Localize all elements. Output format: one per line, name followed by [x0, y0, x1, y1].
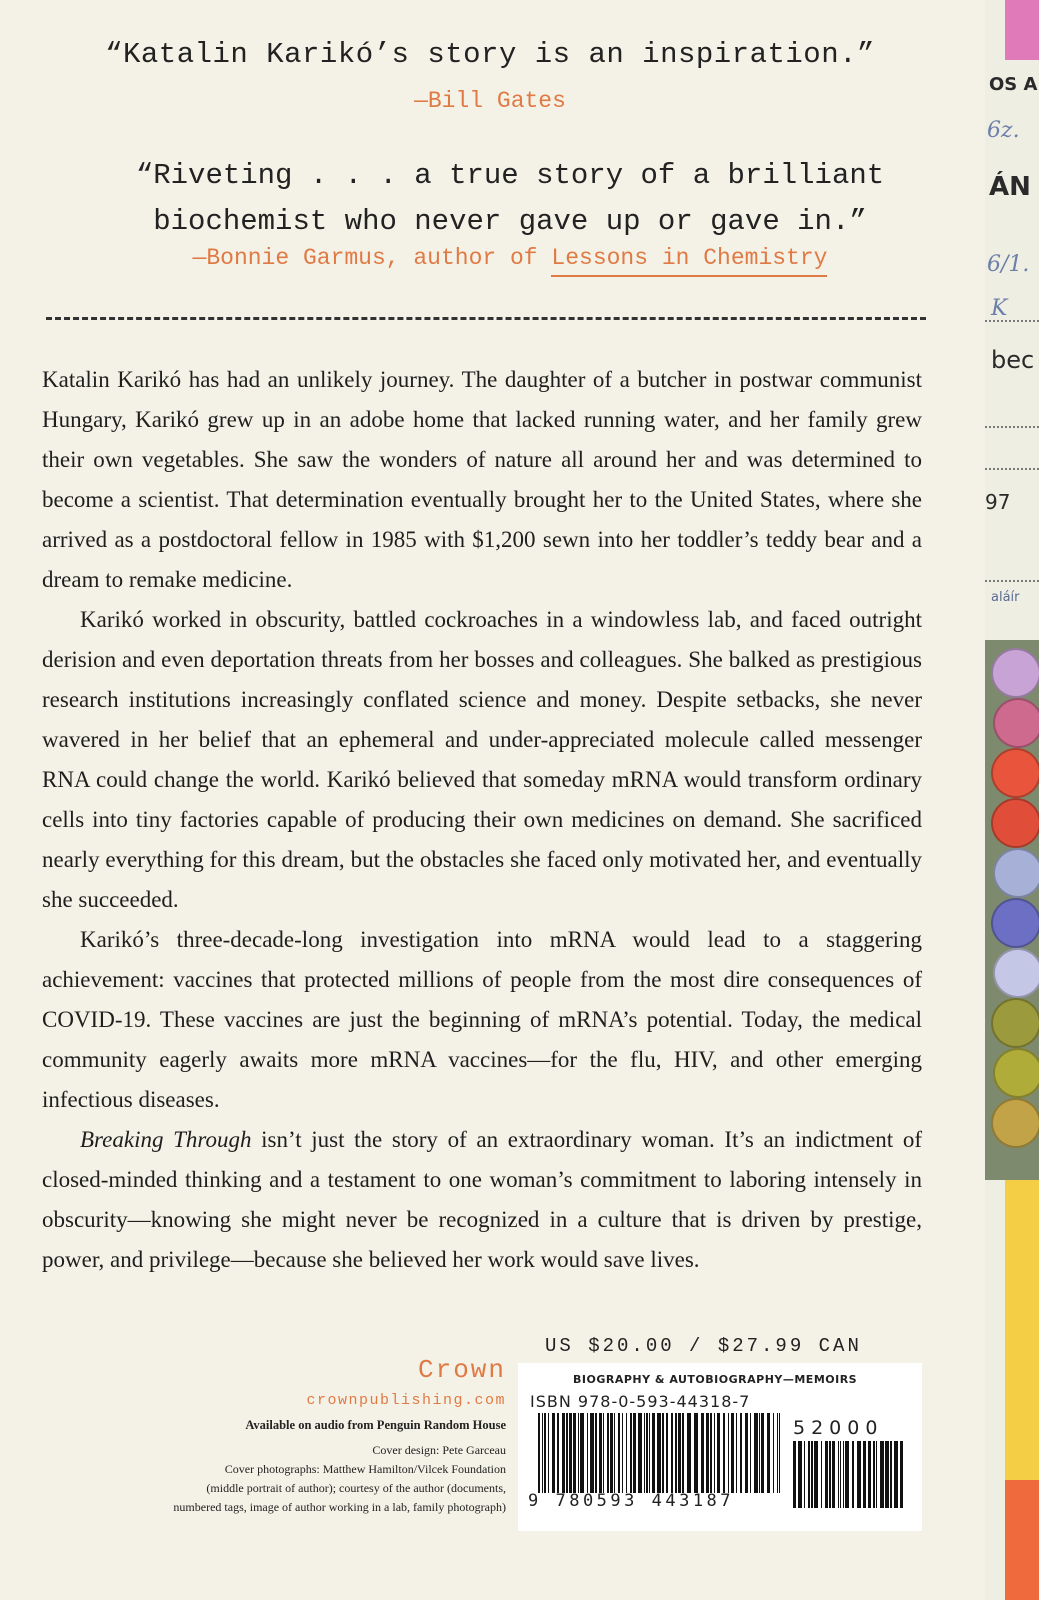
barcode-bar — [868, 1441, 871, 1508]
spine-handwriting: 6/1. — [987, 252, 1030, 277]
barcode-bar — [622, 1413, 623, 1493]
barcode-bar — [573, 1413, 576, 1493]
barcode-bar — [618, 1413, 620, 1493]
addon-digits: 52000 — [793, 1417, 884, 1439]
barcode-bar — [880, 1441, 884, 1508]
barcode-bar — [811, 1441, 813, 1508]
barcode-bar — [644, 1413, 645, 1493]
barcode-bar — [777, 1413, 778, 1493]
quote-gates-attribution: —Bill Gates — [414, 88, 566, 114]
book-title-italic: Breaking Through — [80, 1127, 252, 1152]
spine-dotted-line — [985, 580, 1039, 582]
tag-disc — [991, 1098, 1039, 1148]
barcode-bar — [728, 1413, 729, 1493]
barcode-bar — [544, 1413, 546, 1493]
barcode-bar — [646, 1413, 648, 1493]
barcode-bar — [599, 1413, 602, 1493]
barcode-bar — [845, 1441, 849, 1508]
barcode-bar — [652, 1413, 655, 1493]
barcode-bar — [557, 1413, 559, 1493]
barcode-bar — [736, 1413, 737, 1493]
barcode-bar — [832, 1441, 835, 1508]
attribution-prefix: —Bonnie Garmus, author of — [192, 245, 552, 271]
description-paragraph: Karikó’s three-decade-long investigation into mRNA would lead to a staggering achievement: vaccines that protected millions of people from the most dire consequences of COVID-19. These vaccines are just the beginning of mRNA’s potential. Today, the medical community eagerly awaits more mRNA vaccines—for the flu, HIV, and other emerging infectious diseases. — [42, 927, 922, 1112]
tag-disc — [991, 748, 1039, 798]
tag-disc — [991, 998, 1039, 1048]
quote-garmus-attribution — [60, 245, 960, 271]
description-paragraph — [42, 1120, 922, 1280]
credit-design: Cover design: Pete Garceau — [372, 1443, 506, 1457]
tag-disc — [993, 698, 1039, 748]
dashed-divider — [46, 317, 926, 320]
barcode-bar — [852, 1441, 854, 1508]
barcode-bar — [682, 1413, 684, 1493]
spine-handwriting: 6z. — [987, 118, 1020, 143]
barcode-bar — [773, 1413, 774, 1493]
barcode-bar — [759, 1413, 760, 1493]
barcode-bar — [607, 1413, 609, 1493]
credit-photos-cont: numbered tags, image of author working in a lab, family photograph) — [173, 1500, 506, 1514]
barcode-bar — [740, 1413, 742, 1493]
barcode-bar — [701, 1413, 704, 1493]
barcode-bar — [838, 1441, 839, 1508]
barcode-bar — [566, 1413, 568, 1493]
barcode-bar — [538, 1413, 540, 1493]
barcode-bar — [671, 1413, 673, 1493]
barcode-bar — [633, 1413, 636, 1493]
tag-disc — [991, 648, 1039, 698]
barcode-bar — [814, 1441, 818, 1508]
barcode-bar — [829, 1441, 831, 1508]
barcode-bar — [804, 1441, 805, 1508]
tag-disc — [991, 798, 1039, 848]
barcode-bar — [750, 1413, 751, 1493]
barcode-bar — [863, 1441, 866, 1508]
barcode-bar — [779, 1413, 780, 1493]
spine-orange-band — [1005, 1480, 1039, 1600]
spine-text-fragment: aláír — [991, 590, 1020, 605]
bisac-category: BIOGRAPHY & AUTOBIOGRAPHY—MEMOIRS — [573, 1373, 858, 1386]
barcode-bar — [548, 1413, 549, 1493]
barcode-bar — [745, 1413, 748, 1493]
price-label: US $20.00 / $27.99 CAN — [545, 1335, 862, 1357]
barcode-bar — [590, 1413, 594, 1493]
barcode-block — [518, 1363, 922, 1531]
barcode-bar — [569, 1413, 572, 1493]
spine-yellow-band — [1005, 1180, 1039, 1480]
barcode-bar — [678, 1413, 681, 1493]
barcode-bar — [542, 1413, 543, 1493]
barcode-bar — [885, 1441, 889, 1508]
barcode-bar — [857, 1441, 861, 1508]
description-paragraph-rest: isn’t just the story of an extraordinary woman. It’s an indictment of closed-minded thinking and a testament to one woman’s commitment to laboring intensely in obscurity—knowing she might never be recognized in a culture that is driven by prestige, power, and privilege—because she believed her work would save lives. — [42, 1127, 922, 1272]
barcode-bar — [657, 1413, 661, 1493]
tag-disc — [993, 848, 1039, 898]
barcode-bar — [666, 1413, 668, 1493]
barcode-bar — [900, 1441, 903, 1508]
barcode-bar — [714, 1413, 715, 1493]
barcode-bar — [754, 1413, 758, 1493]
barcode-bar — [595, 1413, 597, 1493]
publisher-url: crownpublishing.com — [306, 1392, 506, 1409]
barcode-bar — [578, 1413, 579, 1493]
spine-handwriting: Κ — [991, 296, 1008, 321]
barcode-bar — [808, 1441, 810, 1508]
barcode-bar — [717, 1413, 720, 1493]
spine-text-fragment: ÁN — [989, 172, 1031, 202]
barcode-bar — [580, 1413, 584, 1493]
spine-dotted-line — [985, 320, 1039, 322]
barcode-bar — [649, 1413, 650, 1493]
quote-garmus-line2: biochemist who never gave up or gave in.” — [153, 205, 867, 238]
isbn-barcode — [538, 1413, 783, 1493]
barcode-bar — [731, 1413, 734, 1493]
barcode-bar — [706, 1413, 709, 1493]
numbered-tags-photo — [985, 640, 1039, 1180]
barcode-bar — [710, 1413, 712, 1493]
barcode-bar — [610, 1413, 613, 1493]
barcode-bar — [843, 1441, 844, 1508]
spine-pink-band — [1005, 0, 1039, 60]
audio-availability: Available on audio from Penguin Random House — [245, 1418, 506, 1432]
barcode-bar — [587, 1413, 588, 1493]
barcode-bar — [761, 1413, 764, 1493]
publisher-logo: Crown — [417, 1355, 506, 1385]
description-paragraph: Karikó worked in obscurity, battled cockroaches in a windowless lab, and faced outright derision and even deportation threats from her bosses and colleagues. She balked as prestigious research institutions increasingly conflated science and money. Despite setbacks, she never wavered in her belief that an ephemeral and under-appreciated molecule called messenger RNA could change the world. Karikó believed that someday mRNA would transform ordinary cells into tiny factories capable of producing their own medicines on demand. She sacrificed nearly everything for this dream, but the obstacles she faced only motivated her, and eventually she succeeded. — [42, 607, 922, 912]
barcode-bar — [825, 1441, 828, 1508]
spine-text-fragment: 97 — [985, 490, 1011, 514]
barcode-bar — [630, 1413, 632, 1493]
barcode-bar — [662, 1413, 664, 1493]
spine-text-fragment: bec — [991, 346, 1035, 374]
spine-dotted-line — [985, 426, 1039, 428]
spine-text-fragment: OS A — [989, 74, 1038, 95]
barcode-bar — [793, 1441, 796, 1508]
barcode-bar — [675, 1413, 677, 1493]
barcode-bar — [840, 1441, 841, 1508]
credit-photos-cont: (middle portrait of author); courtesy of the author (documents, — [206, 1481, 506, 1495]
barcode-digits: 9 780593 443187 — [528, 1491, 735, 1511]
tag-disc — [993, 1048, 1039, 1098]
barcode-bar — [687, 1413, 691, 1493]
credit-photos: Cover photographs: Matthew Hamilton/Vilcek Foundation — [224, 1462, 506, 1476]
book-description — [42, 360, 922, 1280]
spine-edge — [985, 0, 1039, 1600]
barcode-bar — [873, 1441, 875, 1508]
cover-credits — [80, 1416, 506, 1517]
barcode-bar — [798, 1441, 802, 1508]
barcode-bar — [876, 1441, 877, 1508]
isbn-text: ISBN 978-0-593-44318-7 — [530, 1392, 751, 1411]
barcode-bar — [614, 1413, 615, 1493]
barcode-bar — [562, 1413, 565, 1493]
barcode-bar — [890, 1441, 892, 1508]
barcode-bar — [821, 1441, 822, 1508]
description-paragraph: Katalin Karikó has had an unlikely journey. The daughter of a butcher in postwar communist Hungary, Karikó grew up in an adobe home that lacked running water, and her family grew their own vegetables. She saw the wonders of nature all around her and was determined to become a scientist. That determination eventually brought her to the United States, where she arrived as a postdoctoral fellow in 1985 with $1,200 sewn into her toddler’s teddy bear and a dream to remake medicine. — [42, 367, 922, 592]
tag-disc — [991, 898, 1039, 948]
spine-dotted-line — [985, 468, 1039, 470]
barcode-bar — [638, 1413, 642, 1493]
barcode-bar — [894, 1441, 898, 1508]
quote-garmus — [60, 153, 960, 245]
tag-disc — [993, 948, 1039, 998]
barcode-bar — [694, 1413, 698, 1493]
barcode-bar — [767, 1413, 770, 1493]
quote-garmus-line1: “Riveting . . . a true story of a brilliant — [135, 159, 885, 192]
barcode-bar — [552, 1413, 555, 1493]
barcode-bar — [603, 1413, 604, 1493]
attribution-book-title: Lessons in Chemistry — [551, 245, 827, 277]
barcode-bar — [723, 1413, 725, 1493]
quote-gates: “Katalin Karikó’s story is an inspiration.” — [105, 38, 875, 71]
barcode-bar — [626, 1413, 627, 1493]
